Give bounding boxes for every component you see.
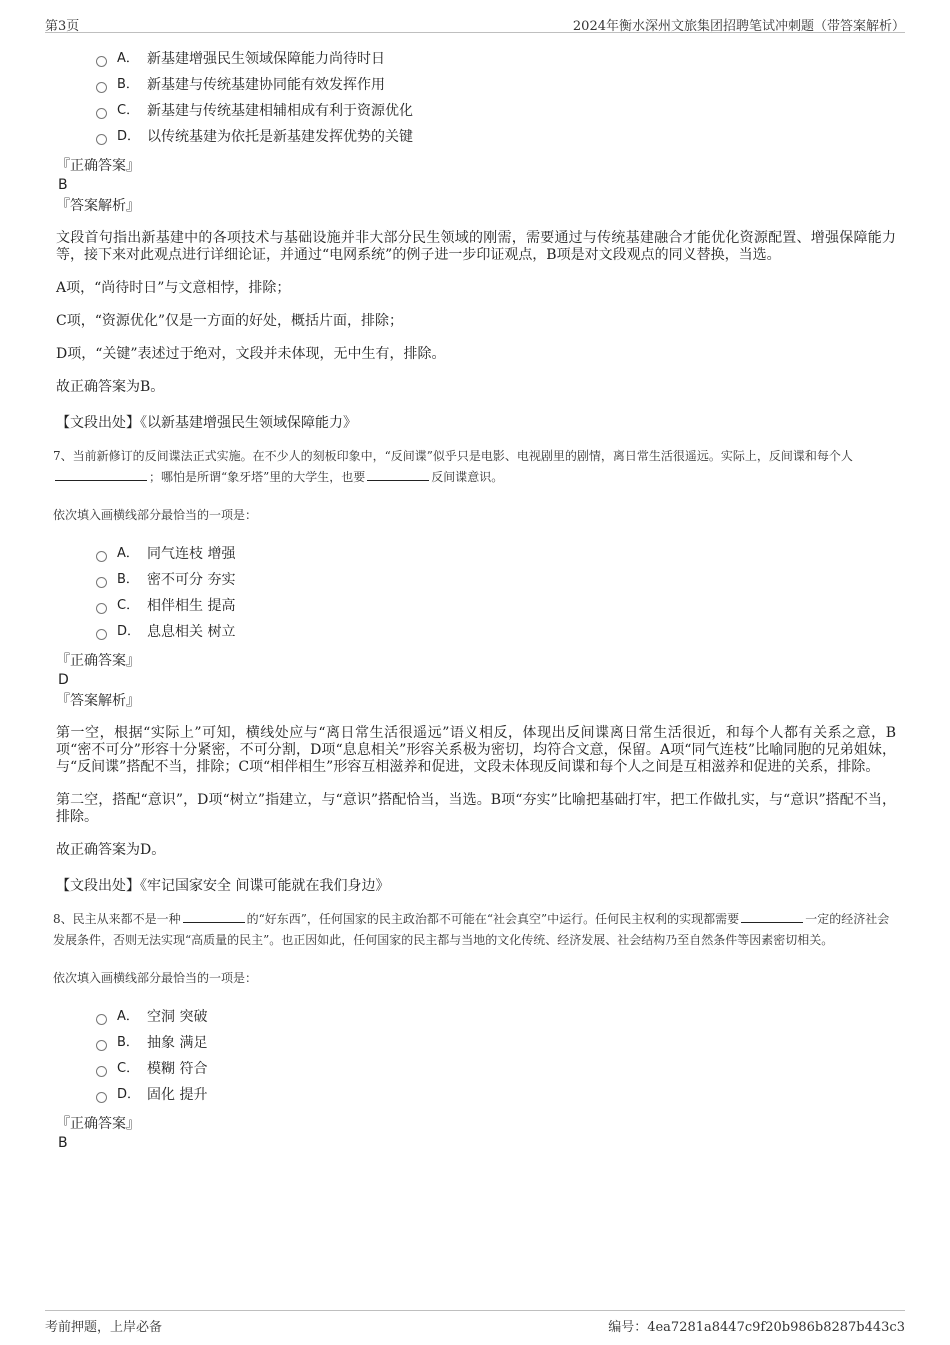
radio-icon[interactable] — [96, 1066, 107, 1077]
q7-option-d[interactable]: D． 息息相关 树立 — [96, 619, 896, 645]
q8-answer: B — [58, 1135, 68, 1151]
q7-option-a[interactable]: A． 同气连枝 增强 — [96, 541, 896, 567]
q7-option-b[interactable]: B． 密不可分 夯实 — [96, 567, 896, 593]
q7-analysis: 第一空，根据“实际上”可知，横线处应与“离日常生活很遥远”语义相反，体现出反间谍离日常生活很近，和每个人都有关系之意，B项“密不可分”形容十分紧密，不可分割，D项“息息相关”形容关系极为密切，均符合文意，保留。A项“同气连枝”比喻同胞的兄弟姐妹，与“反间谍”搭配不当，排除；C项“相伴相生”形容互相滋养和促进，文段未体现反间谍和每个人之间是互相滋养和促进的关系，排除。 第二空，搭配“意识”，D项“树立”指建立，与“意识”搭配恰当，当选。B项“夯实”比喻把基础打牢，把工作做扎实，与“意识”搭配不当，排除。 故正确答案为D。 — [56, 725, 896, 858]
answer-tag: 『正确答案』 — [56, 653, 140, 669]
q7-hint: 依次填入画横线部分最恰当的一项是： — [53, 508, 258, 522]
radio-icon[interactable] — [96, 1040, 107, 1051]
radio-icon[interactable] — [96, 629, 107, 640]
q6-option-a[interactable]: A． 新基建增强民生领域保障能力尚待时日 — [96, 46, 896, 72]
document-id: 编号：4ea7281a8447c9f20b986b8287b443c3 — [608, 1320, 905, 1335]
q6-source: 【文段出处】《以新基建增强民生领域保障能力》 — [56, 415, 357, 431]
q7-stem: 7、当前新修订的反间谍法正式实施。在不少人的刻板印象中，“反间谍”似乎只是电影、电视剧里的剧情，离日常生活很遥远。实际上，反间谍和每个人；哪怕是所谓“象牙塔”里的大学生，也要 反间谍意识。 — [53, 449, 853, 484]
radio-icon[interactable] — [96, 551, 107, 562]
radio-icon[interactable] — [96, 82, 107, 93]
page-number: 第3页 — [45, 19, 80, 34]
analysis-tag: 『答案解析』 — [56, 198, 140, 214]
q8-option-a[interactable]: A． 空洞 突破 — [96, 1004, 896, 1030]
radio-icon[interactable] — [96, 1014, 107, 1025]
page-content — [53, 46, 896, 1152]
q7-source: 【文段出处】《牢记国家安全 间谍可能就在我们身边》 — [56, 878, 390, 894]
q6-option-d[interactable]: D． 以传统基建为依托是新基建发挥优势的关键 — [96, 124, 896, 150]
blank-line — [741, 909, 803, 923]
footer-slogan: 考前押题，上岸必备 — [45, 1320, 163, 1335]
answer-tag: 『正确答案』 — [56, 1116, 140, 1132]
q8-option-d[interactable]: D． 固化 提升 — [96, 1082, 896, 1108]
blank-line — [55, 467, 147, 481]
q6-options — [96, 46, 896, 150]
radio-icon[interactable] — [96, 56, 107, 67]
analysis-tag: 『答案解析』 — [56, 693, 140, 709]
document-title: 2024年衡水深州文旅集团招聘笔试冲刺题（带答案解析） — [572, 19, 905, 34]
q8-stem: 8、民主从来都不是一种 的“好东西”，任何国家的民主政治都不可能在“社会真空”中运行。任何民主权利的实现都需要 一定的经济社会发展条件，否则无法实现“高质量的民主”。也正因如此，任何国家的民主都与当地的文化传统、经济发展、社会结构乃至自然条件等因素密切相关。 — [53, 909, 896, 951]
page-header — [45, 12, 905, 33]
q8-options — [96, 1004, 896, 1108]
page-footer — [45, 1310, 905, 1333]
q7-options — [96, 541, 896, 645]
answer-tag: 『正确答案』 — [56, 158, 140, 174]
radio-icon[interactable] — [96, 603, 107, 614]
blank-line — [183, 909, 245, 923]
radio-icon[interactable] — [96, 577, 107, 588]
q8-hint: 依次填入画横线部分最恰当的一项是： — [53, 971, 258, 985]
q7-option-c[interactable]: C． 相伴相生 提高 — [96, 593, 896, 619]
radio-icon[interactable] — [96, 134, 107, 145]
q6-option-c[interactable]: C． 新基建与传统基建相辅相成有利于资源优化 — [96, 98, 896, 124]
q6-answer: B — [58, 177, 68, 193]
q7-answer: D — [58, 672, 69, 688]
blank-line — [367, 467, 429, 481]
radio-icon[interactable] — [96, 1092, 107, 1103]
q8-option-b[interactable]: B． 抽象 满足 — [96, 1030, 896, 1056]
q6-option-b[interactable]: B． 新基建与传统基建协同能有效发挥作用 — [96, 72, 896, 98]
q8-option-c[interactable]: C． 模糊 符合 — [96, 1056, 896, 1082]
q6-analysis: 文段首句指出新基建中的各项技术与基础设施并非大部分民生领域的刚需，需要通过与传统基建融合才能优化资源配置、增强保障能力等，接下来对此观点进行详细论证，并通过“电网系统”的例子进一步印证观点，B项是对文段观点的同义替换，当选。 A项，“尚待时日”与文意相悖，排除； C项，“资源优化”仅是一方面的好处，概括片面，排除； D项，“关键”表述过于绝对，文段并未体现，无中生有，排除。 故正确答案为B。 — [56, 230, 896, 395]
radio-icon[interactable] — [96, 108, 107, 119]
